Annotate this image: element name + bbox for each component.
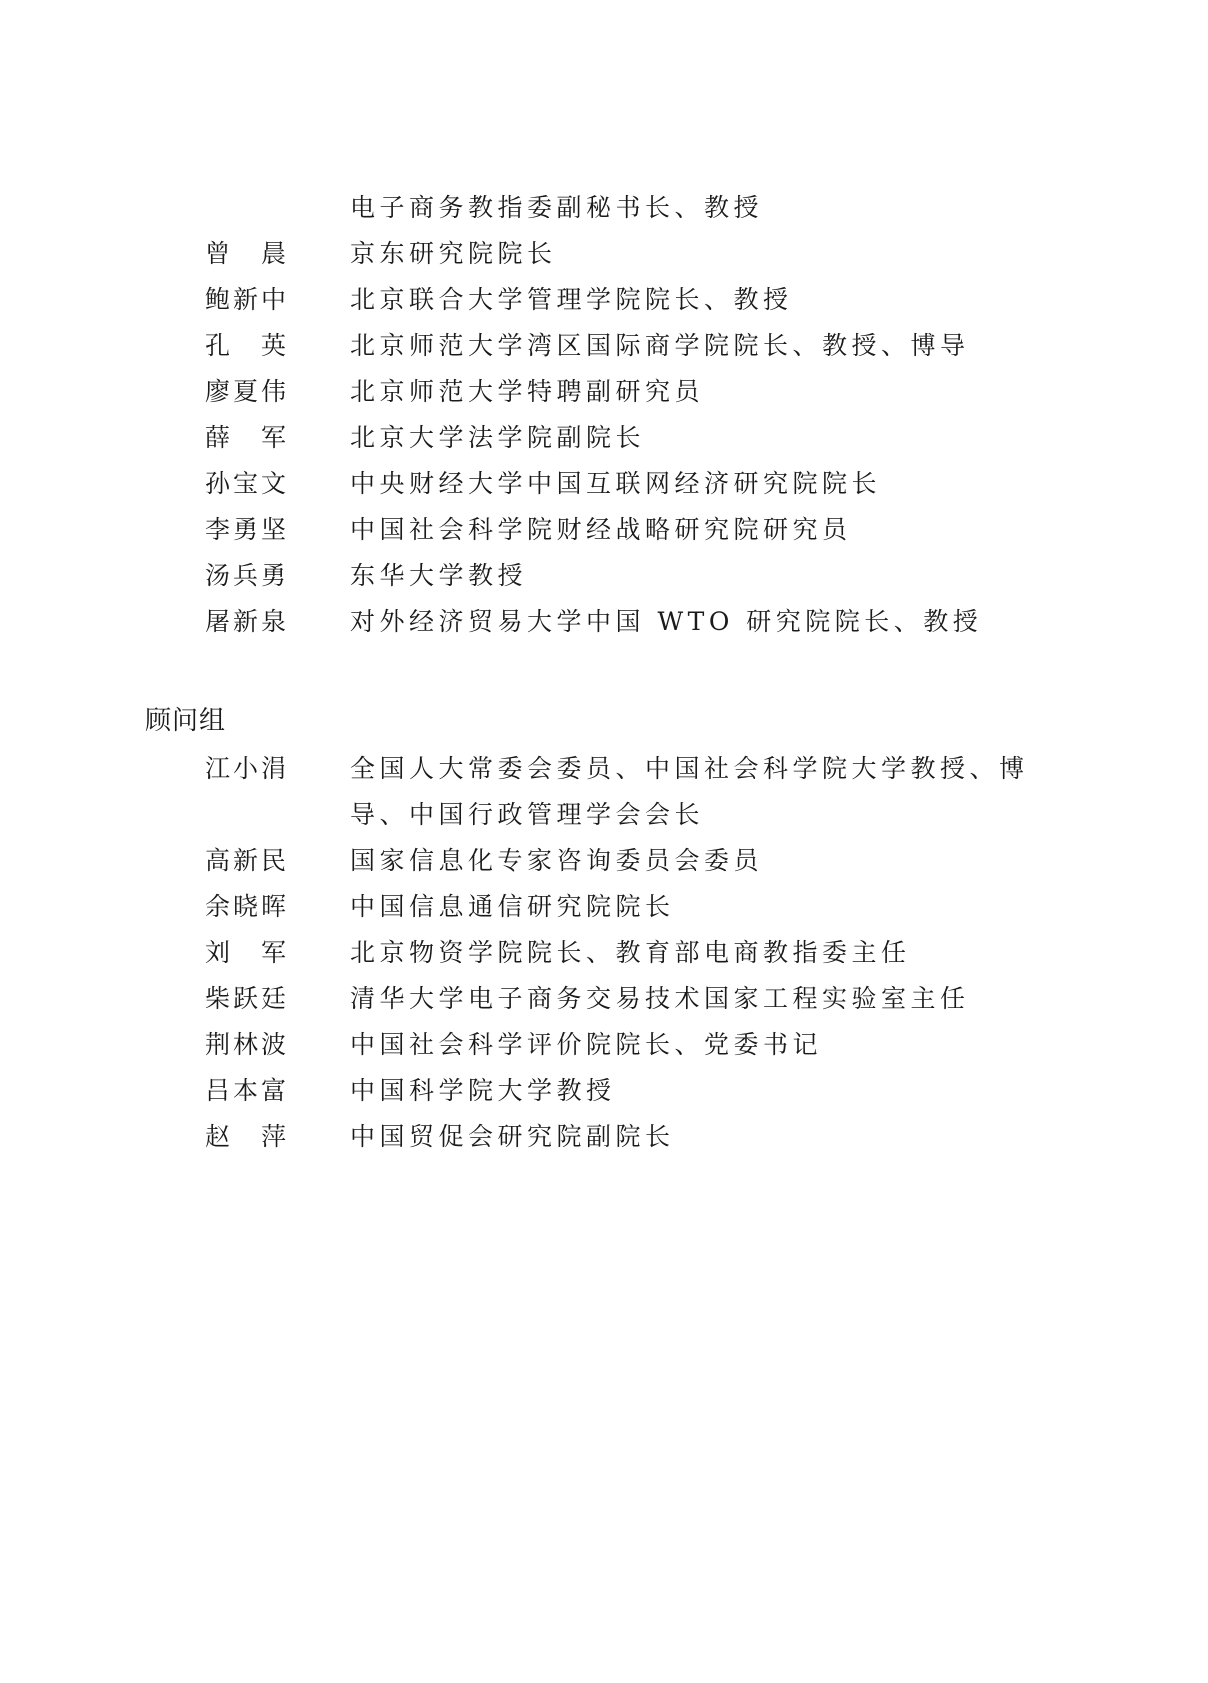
member-title: 中国贸促会研究院副院长: [350, 1122, 675, 1151]
member-name: 鲍新中: [205, 285, 290, 314]
list-item: [0, 746, 1208, 838]
member-title: 中国信息通信研究院院长: [350, 892, 675, 921]
member-title: 中国科学院大学教授: [350, 1076, 616, 1105]
list-item: [0, 1022, 1208, 1068]
list-item: [0, 599, 1208, 645]
member-name: 高新民: [205, 846, 290, 875]
member-name: 赵 萍: [205, 1122, 290, 1151]
member-title: 北京物资学院院长、教育部电商教指委主任: [350, 938, 911, 967]
member-name: 孙宝文: [205, 469, 290, 498]
member-name: 吕本富: [205, 1076, 290, 1105]
member-title: 京东研究院院长: [350, 239, 557, 268]
list-item: [0, 415, 1208, 461]
member-list: [0, 185, 1208, 645]
member-name: 荆林波: [205, 1030, 290, 1059]
member-title: 北京师范大学湾区国际商学院院长、教授、博导: [350, 331, 970, 360]
member-title: 东华大学教授: [350, 561, 528, 590]
member-name: 曾 晨: [205, 239, 290, 268]
list-item: [0, 185, 1208, 231]
list-item: [0, 838, 1208, 884]
member-title: 中国社会科学评价院院长、党委书记: [350, 1030, 823, 1059]
list-item: [0, 1114, 1208, 1160]
list-item: [0, 884, 1208, 930]
list-item: [0, 976, 1208, 1022]
advisory-list: [0, 746, 1208, 1160]
member-title: 北京师范大学特聘副研究员: [350, 377, 705, 406]
list-item: [0, 277, 1208, 323]
member-title: 国家信息化专家咨询委员会委员: [350, 846, 764, 875]
list-item: [0, 930, 1208, 976]
member-name: 屠新泉: [205, 607, 290, 636]
member-name: 廖夏伟: [205, 377, 290, 406]
member-name: 余晓晖: [205, 892, 290, 921]
member-title: 全国人大常委会委员、中国社会科学院大学教授、博导、中国行政管理学会会长: [350, 754, 1029, 829]
list-item: [0, 553, 1208, 599]
member-title: 中央财经大学中国互联网经济研究院院长: [350, 469, 882, 498]
member-name: 李勇坚: [205, 515, 290, 544]
member-name: 汤兵勇: [205, 561, 290, 590]
section-heading-advisory: 顾问组: [145, 706, 227, 736]
member-title: 电子商务教指委副秘书长、教授: [350, 193, 764, 222]
list-item: [0, 461, 1208, 507]
member-name: 柴跃廷: [205, 984, 290, 1013]
member-title: 北京联合大学管理学院院长、教授: [350, 285, 793, 314]
list-item: [0, 507, 1208, 553]
member-title: 对外经济贸易大学中国 WTO 研究院院长、教授: [350, 607, 983, 636]
member-title: 中国社会科学院财经战略研究院研究员: [350, 515, 852, 544]
member-name: 江小涓: [205, 754, 290, 783]
member-name: 刘 军: [205, 938, 290, 967]
member-name: 孔 英: [205, 331, 290, 360]
list-item: [0, 231, 1208, 277]
list-item: [0, 369, 1208, 415]
list-item: [0, 323, 1208, 369]
member-title: 北京大学法学院副院长: [350, 423, 646, 452]
member-name: 薛 军: [205, 423, 290, 452]
member-title: 清华大学电子商务交易技术国家工程实验室主任: [350, 984, 970, 1013]
list-item: [0, 1068, 1208, 1114]
